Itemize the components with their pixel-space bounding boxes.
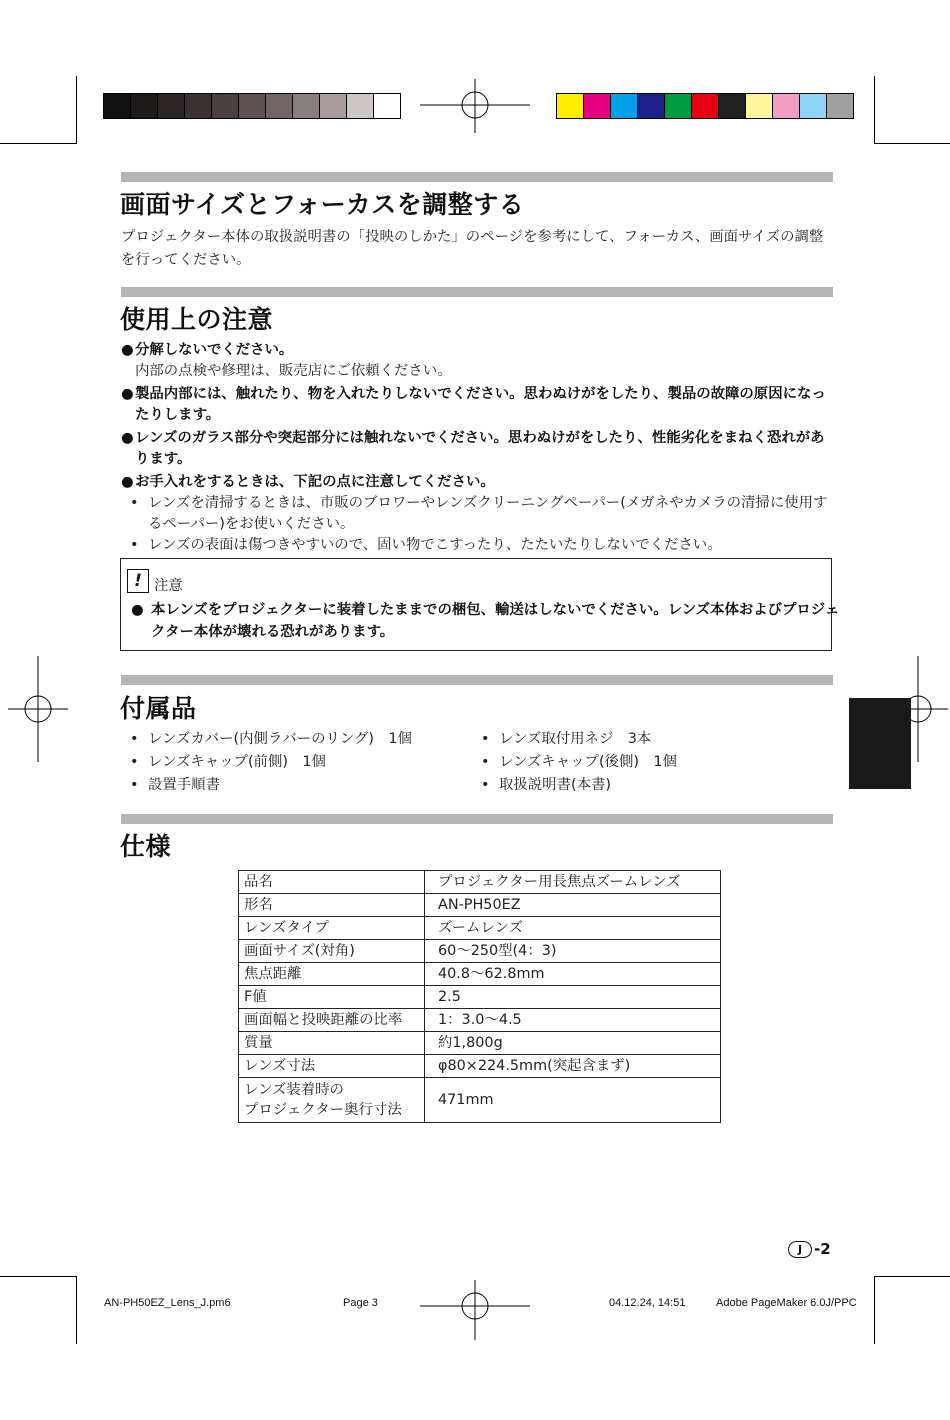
spec-row (239, 1055, 721, 1078)
spec-row (239, 1009, 721, 1032)
color-swatch (320, 94, 347, 118)
cleaning-tip (121, 535, 836, 556)
bullet-dot: • (130, 754, 139, 770)
color-swatch (827, 94, 853, 118)
page-number (788, 1240, 831, 1258)
section-title-specifications: 仕様 (120, 832, 172, 861)
spec-label: F値 (239, 986, 425, 1009)
thumb-index-tab (849, 698, 911, 789)
color-swatch (212, 94, 239, 118)
cleaning-tip-text: レンズを清掃するときは、市販のブロワーやレンズクリーニングペーパー(メガネやカメラの清掃に使用するペーパー)をお使いください。 (148, 495, 828, 532)
spec-value: AN-PH50EZ (425, 894, 721, 917)
color-swatch (239, 94, 266, 118)
accessory-name: レンズ取付用ネジ 3本 (499, 731, 652, 747)
color-swatch (584, 94, 611, 118)
precaution-detail: 内部の点検や修理は、販売店にご依頼ください。 (135, 363, 452, 379)
color-swatch (158, 94, 185, 118)
color-swatch (104, 94, 131, 118)
spec-value: 471mm (425, 1078, 721, 1123)
precaution-text: 製品内部には、触れたり、物を入れたりしないでください。思わぬけがをしたり、製品の故障の原因になったりします。 (135, 386, 826, 423)
bullet-dot: • (481, 754, 490, 770)
spec-label: 画面幅と投映距離の比率 (239, 1009, 425, 1032)
spec-label: 形名 (239, 894, 425, 917)
accessory-name: 取扱説明書(本書) (499, 777, 611, 793)
crop-mark (874, 1276, 875, 1344)
crop-mark (874, 76, 875, 144)
language-mark: J (788, 1241, 812, 1258)
crop-mark (0, 143, 77, 144)
slug-date: 04.12.24, 14:51 (609, 1297, 686, 1309)
accessory-item (481, 728, 677, 751)
bullet-marker: ● (121, 430, 134, 446)
bullet-marker: ● (121, 386, 134, 402)
gray-color-bar (103, 93, 401, 119)
color-swatch (665, 94, 692, 118)
color-swatch (293, 94, 320, 118)
crop-mark (874, 1276, 950, 1277)
spec-label: レンズ寸法 (239, 1055, 425, 1078)
caution-notice-text: 本レンズをプロジェクターに装着したままでの梱包、輸送はしないでください。レンズ本体およびプロジェクター本体が壊れる恐れがあります。 (151, 602, 840, 640)
cleaning-tip (121, 493, 836, 535)
slug-page: Page 3 (343, 1297, 378, 1309)
color-swatch (347, 94, 374, 118)
spec-value: 40.8〜62.8mm (425, 963, 721, 986)
bullet-dot: • (130, 777, 139, 793)
precaution-list (121, 340, 836, 556)
caution-notice (131, 599, 851, 643)
precaution-text: お手入れをするときは、下記の点に注意してください。 (135, 474, 495, 490)
spec-row (239, 963, 721, 986)
accessory-name: レンズカバー(内側ラバーのリング) 1個 (148, 731, 412, 747)
registration-mark-left (8, 656, 68, 762)
color-swatch (131, 94, 158, 118)
bullet-marker: ● (121, 342, 134, 358)
specification-table (238, 870, 721, 1123)
section-title-accessories: 付属品 (120, 694, 197, 723)
crop-mark (76, 76, 77, 144)
spec-label: 品名 (239, 871, 425, 894)
spec-row (239, 1032, 721, 1055)
color-swatch (266, 94, 293, 118)
precaution-text: 分解しないでください。 (135, 342, 294, 358)
slug-application: Adobe PageMaker 6.0J/PPC (716, 1297, 857, 1309)
spec-value: 60〜250型(4：3) (425, 940, 721, 963)
spec-row (239, 871, 721, 894)
color-swatch (557, 94, 584, 118)
accessory-item (130, 751, 412, 774)
cleaning-tip-text: レンズの表面は傷つきやすいので、固い物でこすったり、たたいたりしないでください。 (148, 537, 722, 553)
crop-mark (874, 143, 950, 144)
section-bar (121, 287, 833, 297)
process-color-bar (556, 93, 854, 119)
spec-value: φ80×224.5mm(突起含まず) (425, 1055, 721, 1078)
precaution-text: レンズのガラス部分や突起部分には触れないでください。思わぬけがをしたり、性能劣化をまねく恐れがあります。 (135, 430, 825, 467)
precaution-item (121, 384, 836, 426)
accessory-item (130, 728, 412, 751)
crop-mark (76, 1276, 77, 1344)
color-swatch (185, 94, 212, 118)
spec-label: 画面サイズ(対角) (239, 940, 425, 963)
color-swatch (374, 94, 400, 118)
precaution-item (121, 428, 836, 470)
spec-label: 焦点距離 (239, 963, 425, 986)
crop-mark (0, 1276, 77, 1277)
accessory-name: 設置手順書 (148, 777, 220, 793)
color-swatch (611, 94, 638, 118)
bullet-dot: • (130, 537, 139, 553)
bullet-marker: ● (131, 602, 144, 618)
page-number-text: -2 (814, 1240, 831, 1258)
bullet-marker: ● (121, 474, 134, 490)
accessory-item (130, 774, 412, 797)
spec-label: レンズ装着時の プロジェクター奥行寸法 (239, 1078, 425, 1123)
spec-row (239, 940, 721, 963)
precaution-item (121, 340, 836, 382)
spec-label: 質量 (239, 1032, 425, 1055)
accessory-item (481, 774, 677, 797)
precaution-item (121, 472, 836, 556)
section-title-adjust: 画面サイズとフォーカスを調整する (120, 190, 525, 219)
color-swatch (638, 94, 665, 118)
slug-filename: AN-PH50EZ_Lens_J.pm6 (104, 1297, 231, 1309)
bullet-dot: • (130, 731, 139, 747)
spec-row (239, 917, 721, 940)
spec-row (239, 986, 721, 1009)
bullet-dot: • (130, 495, 139, 511)
adjust-instructions: プロジェクター本体の取扱説明書の「投映のしかた」のページを参考にして、フォーカス、画面サイズの調整を行ってください。 (121, 229, 824, 268)
color-swatch (719, 94, 746, 118)
spec-value: ズームレンズ (425, 917, 721, 940)
section-bar (121, 172, 833, 182)
spec-label: レンズタイプ (239, 917, 425, 940)
accessory-list-left (130, 728, 412, 797)
spec-row (239, 1078, 721, 1123)
color-swatch (746, 94, 773, 118)
spec-value: 約1,800g (425, 1032, 721, 1055)
color-swatch (773, 94, 800, 118)
accessory-item (481, 751, 677, 774)
bullet-dot: • (481, 731, 490, 747)
exclamation-icon: ! (127, 569, 149, 593)
bullet-dot: • (481, 777, 490, 793)
accessory-name: レンズキャップ(後側) 1個 (499, 754, 677, 770)
color-swatch (800, 94, 827, 118)
registration-mark-top (420, 79, 530, 133)
registration-mark-bottom (420, 1280, 530, 1340)
spec-value: 1：3.0〜4.5 (425, 1009, 721, 1032)
spec-row (239, 894, 721, 917)
section-bar (121, 675, 833, 685)
section-title-precautions: 使用上の注意 (120, 305, 274, 334)
accessory-name: レンズキャップ(前側) 1個 (148, 754, 326, 770)
section-bar (121, 814, 833, 824)
accessory-list-right (481, 728, 677, 797)
caution-notice-box (120, 558, 840, 651)
color-swatch (692, 94, 719, 118)
spec-value: 2.5 (425, 986, 721, 1009)
spec-value: プロジェクター用長焦点ズームレンズ (425, 871, 721, 894)
caution-label: 注意 (154, 578, 183, 594)
